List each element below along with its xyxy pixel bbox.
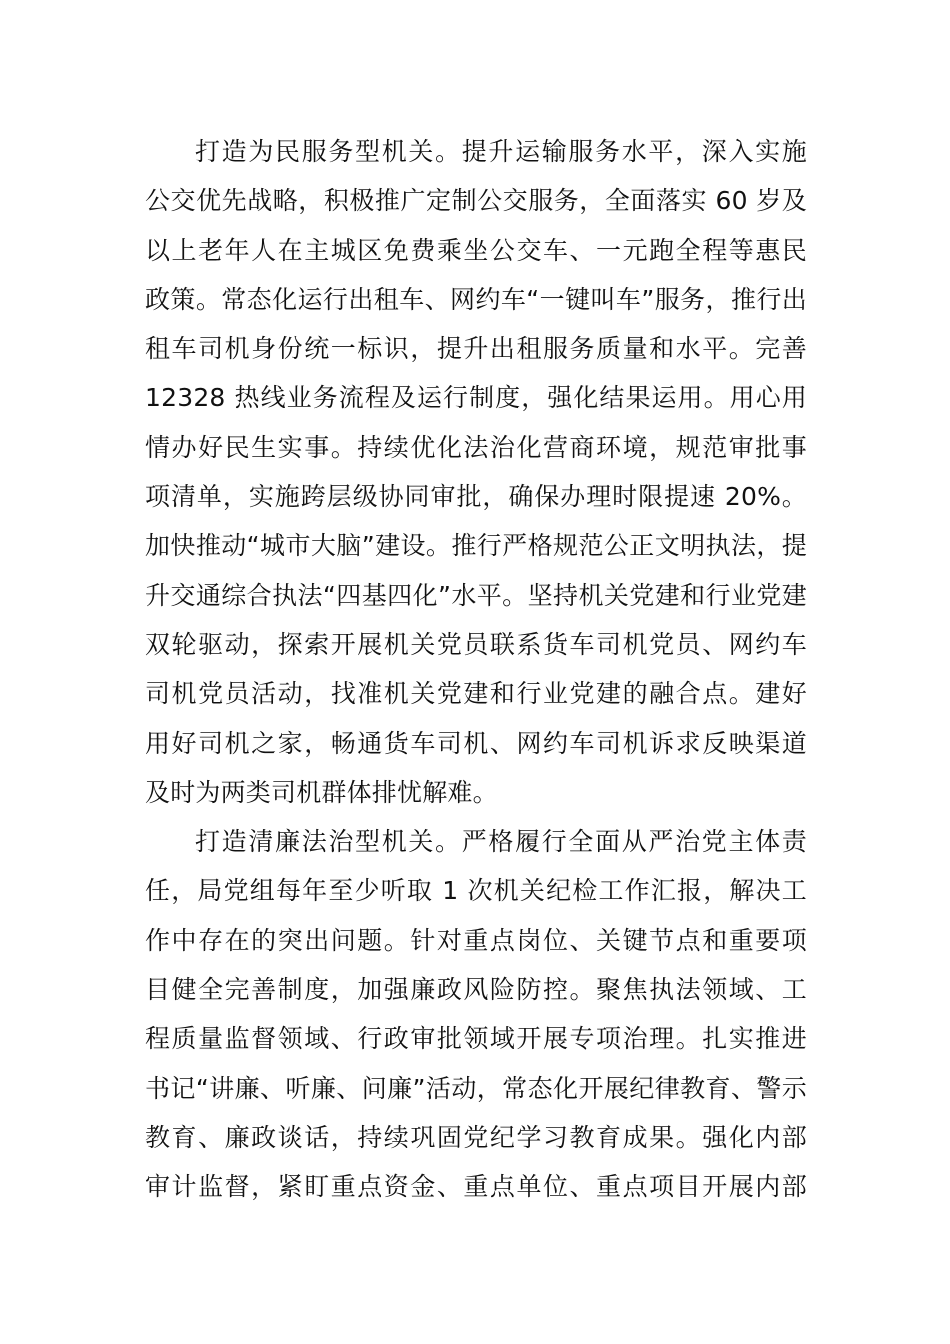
paragraph-line: 升交通综合执法“四基四化”水平。坚持机关党建和行业党建 bbox=[145, 580, 807, 610]
paragraph-line: 加快推动“城市大脑”建设。推行严格规范公正文明执法，提 bbox=[145, 531, 807, 561]
paragraph-line: 用好司机之家，畅通货车司机、网约车司机诉求反映渠道 bbox=[145, 728, 807, 758]
paragraph-line: 审计监督，紧盯重点资金、重点单位、重点项目开展内部 bbox=[145, 1172, 807, 1202]
paragraph-line: 政策。常态化运行出租车、网约车“一键叫车”服务，推行出 bbox=[145, 284, 807, 314]
paragraph-line: 目健全完善制度，加强廉政风险防控。聚焦执法领域、工 bbox=[145, 975, 807, 1005]
paragraph-line: 公交优先战略，积极推广定制公交服务，全面落实 60 岁及 bbox=[145, 186, 807, 216]
paragraph-line: 情办好民生实事。持续优化法治化营商环境，规范审批事 bbox=[145, 432, 807, 462]
paragraph-line: 书记“讲廉、听廉、问廉”活动，常态化开展纪律教育、警示 bbox=[145, 1073, 807, 1103]
paragraph-line: 及时为两类司机群体排忧解难。 bbox=[145, 777, 498, 807]
paragraph-line: 12328 热线业务流程及运行制度，强化结果运用。用心用 bbox=[145, 383, 807, 413]
paragraph-line: 司机党员活动，找准机关党建和行业党建的融合点。建好 bbox=[145, 679, 807, 709]
paragraph-line: 以上老年人在主城区免费乘坐公交车、一元跑全程等惠民 bbox=[145, 235, 807, 265]
paragraph-1 bbox=[145, 127, 807, 817]
paragraph-line: 教育、廉政谈话，持续巩固党纪学习教育成果。强化内部 bbox=[145, 1122, 807, 1152]
document-body bbox=[145, 127, 807, 1212]
paragraph-line: 程质量监督领域、行政审批领域开展专项治理。扎实推进 bbox=[145, 1024, 807, 1054]
paragraph-line: 任，局党组每年至少听取 1 次机关纪检工作汇报，解决工 bbox=[145, 876, 807, 906]
paragraph-2 bbox=[145, 817, 807, 1211]
paragraph-line: 双轮驱动，探索开展机关党员联系货车司机党员、网约车 bbox=[145, 629, 807, 659]
paragraph-line: 打造为民服务型机关。提升运输服务水平，深入实施 bbox=[195, 137, 807, 166]
paragraph-line: 作中存在的突出问题。针对重点岗位、关键节点和重要项 bbox=[145, 925, 807, 955]
paragraph-line: 项清单，实施跨层级协同审批，确保办理时限提速 20%。 bbox=[145, 482, 807, 512]
paragraph-line: 打造清廉法治型机关。严格履行全面从严治党主体责 bbox=[195, 827, 807, 857]
paragraph-line: 租车司机身份统一标识，提升出租服务质量和水平。完善 bbox=[145, 334, 807, 364]
